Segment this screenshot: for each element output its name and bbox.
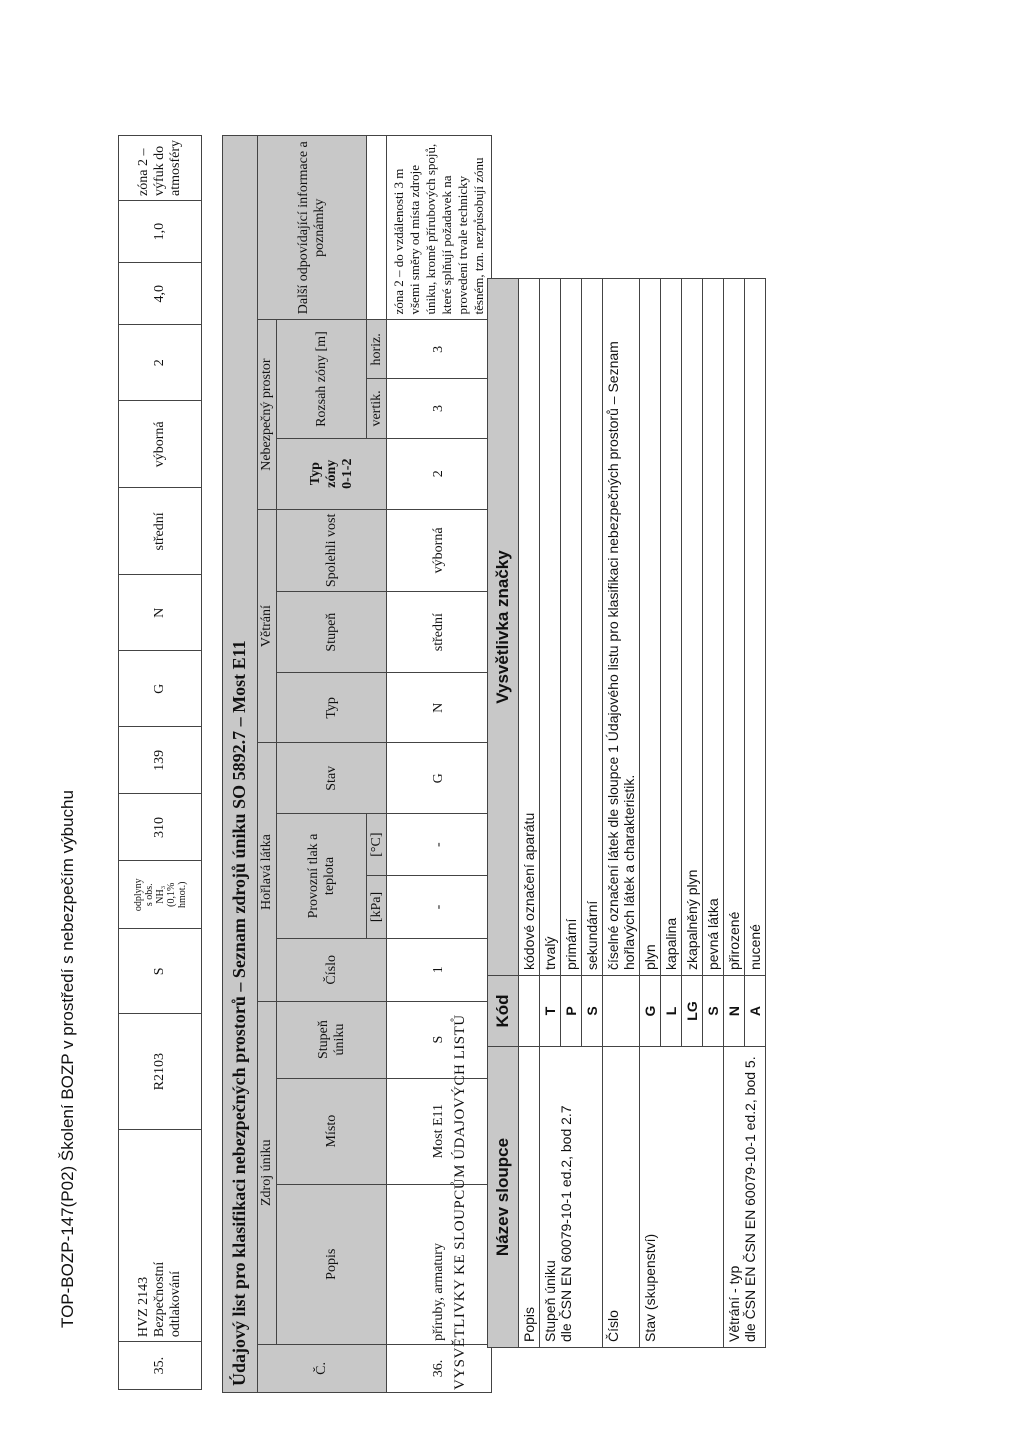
column-name-header: Název sloupce xyxy=(488,1047,519,1348)
legend-name: Popis xyxy=(519,1047,540,1348)
legend-code: T xyxy=(540,976,561,1047)
vertical-header: vertik. xyxy=(367,379,387,438)
ventilation-availability: výborná xyxy=(387,509,492,591)
legend-code xyxy=(519,976,540,1047)
zone-type-header xyxy=(277,438,387,509)
legend-explanation: pevná látka xyxy=(703,279,724,976)
release-grade-header: Stupeň úniku xyxy=(277,1001,387,1078)
legend-row xyxy=(724,279,745,1348)
substance-line: hmot.) xyxy=(176,881,188,908)
source-description xyxy=(119,1129,202,1341)
substance-state: G xyxy=(119,651,202,727)
legend-code: S xyxy=(582,976,603,1047)
release-grade: S xyxy=(387,1001,492,1078)
legend-explanation: číselné označení látek dle sloupce 1 Údajového listu pro klasifikaci nebezpečných prostorů – Seznam hořlavých látek a charakteristik. xyxy=(603,279,640,976)
description-line: HVZ 2143 xyxy=(136,1276,151,1338)
legend-code: LG xyxy=(682,976,703,1047)
ventilation-availability: výborná xyxy=(119,401,202,488)
zone-vertical: 4,0 xyxy=(119,263,202,325)
notes-header: Další odpovídající informace a poznámky xyxy=(258,136,367,321)
location-header: Místo xyxy=(277,1078,387,1184)
legend-row xyxy=(640,279,661,1348)
description-line: Bezpečnostní xyxy=(152,1261,167,1338)
legend-table xyxy=(487,278,766,1348)
description-line: odtlakování xyxy=(168,1271,183,1338)
row-note: zóna 2 – výfuk do atmosféry xyxy=(119,136,202,201)
hazard-zone-group-header: Nebezpečný prostor xyxy=(258,320,277,509)
description-header: Popis xyxy=(277,1184,387,1344)
zone-horizontal: 3 xyxy=(387,320,492,379)
page-header: TOP-BOZP-147(P02) Školení BOZP v prostředí s nebezpečím výbuchu xyxy=(58,790,77,1328)
ventilation-grade: střední xyxy=(119,488,202,575)
legend-name xyxy=(724,1047,766,1348)
legend-code: L xyxy=(661,976,682,1047)
explanation-header: Vysvětlivka značky xyxy=(488,279,519,976)
col-number-header: Č. xyxy=(258,1344,387,1392)
ventilation-type: N xyxy=(119,575,202,651)
legend-row xyxy=(603,279,640,1348)
header-row xyxy=(277,136,367,1393)
legend-code: A xyxy=(745,976,766,1047)
zone-type: 2 xyxy=(387,438,492,509)
ventilation-grade-header: Stupeň xyxy=(277,592,387,673)
substance-line: NH₃ xyxy=(154,885,166,904)
temperature-value: - xyxy=(387,814,492,876)
row-35-table xyxy=(118,135,202,1390)
state-header: Stav xyxy=(277,743,387,814)
legend-explanation: trvalý xyxy=(540,279,561,976)
temperature-value: 139 xyxy=(119,727,202,794)
horizontal-header: horiz. xyxy=(367,320,387,379)
row-number: 36. xyxy=(387,1344,492,1392)
table-row xyxy=(387,136,492,1393)
substance-number: 1 xyxy=(387,938,492,1001)
legend-explanation: přirozené xyxy=(724,279,745,976)
availability-header: Spolehli vost xyxy=(277,509,387,591)
zone-horizontal: 1,0 xyxy=(119,200,202,262)
legend-name-line: Větrání - typ xyxy=(726,1265,742,1342)
row-note: zóna 2 – do vzdálenosti 3 m všemi směry od místa zdroje úniku, kromě přírubových spojů, které splňují požadavek na provedení trvale technicky těsném, tzn. nezpůsobují zónu xyxy=(387,136,492,321)
zone-extent-header: Rozsah zóny [m] xyxy=(277,320,367,438)
legend-explanation: sekundární xyxy=(582,279,603,976)
substance-line: odplyny xyxy=(132,878,144,912)
unit-celsius: [°C] xyxy=(367,814,387,876)
substance-number-header: Číslo xyxy=(277,938,387,1001)
legend-code: G xyxy=(640,976,661,1047)
source-description: příruby, armatury xyxy=(387,1184,492,1344)
legend-explanation: zkapalněný plyn xyxy=(682,279,703,976)
legend-name: Stav (skupenství) xyxy=(640,1047,724,1348)
substance-line: s obs. xyxy=(143,883,155,907)
notes-header-blank xyxy=(367,136,387,321)
legend-name-line: dle ČSN EN 60079-10-1 ed.2, bod 2.7 xyxy=(558,1105,574,1342)
source-group-header: Zdroj úniku xyxy=(258,1001,277,1344)
unit-kpa: [kPa] xyxy=(367,876,387,939)
ventilation-group-header: Větrání xyxy=(258,509,277,743)
legend-name xyxy=(540,1047,603,1348)
legend-explanation: kódové označení aparátu xyxy=(519,279,540,976)
legend-name-line: dle ČSN EN ČSN EN 60079-10-1 ed.2, bod 5. xyxy=(742,1056,758,1342)
substance-line: (0,1% xyxy=(165,882,177,907)
source-location: Most E11 xyxy=(387,1078,492,1184)
ventilation-type: N xyxy=(387,673,492,743)
legend-explanation: kapalina xyxy=(661,279,682,976)
ventilation-grade: střední xyxy=(387,592,492,673)
pressure-temp-header: Provozní tlak a teplota xyxy=(277,814,367,939)
zone-vertical: 3 xyxy=(387,379,492,438)
ventilation-type-header: Typ xyxy=(277,673,387,743)
legend-header-row xyxy=(488,279,519,1348)
substance-group-header: Hořlavá látka xyxy=(258,743,277,1001)
header-line: zóny xyxy=(323,459,339,488)
legend-code xyxy=(603,976,640,1047)
legend-heading: VYSVĚTLIVKY KE SLOUPCŮM ÚDAJOVÝCH LISTŮ xyxy=(452,1014,468,1390)
row-number: 35. xyxy=(119,1342,202,1390)
substance-state: G xyxy=(387,743,492,814)
legend-explanation: plyn xyxy=(640,279,661,976)
release-grade: S xyxy=(119,929,202,1014)
header-row xyxy=(258,136,277,1393)
legend-code: N xyxy=(724,976,745,1047)
legend-explanation: nucené xyxy=(745,279,766,976)
legend-row xyxy=(519,279,540,1348)
pressure-value: - xyxy=(387,876,492,939)
legend-code: S xyxy=(703,976,724,1047)
table-title: Údajový list pro klasifikaci nebezpečných prostorů – Seznam zdrojů úniku SO 5892.7 – Most E11 xyxy=(222,135,257,1393)
legend-name: Číslo xyxy=(603,1047,640,1348)
legend-explanation: primární xyxy=(561,279,582,976)
source-location: R2103 xyxy=(119,1014,202,1129)
code-header: Kód xyxy=(488,976,519,1047)
pressure-value: 310 xyxy=(119,794,202,861)
substance-number xyxy=(119,861,202,929)
header-line: Typ xyxy=(307,462,323,486)
header-line: 0-1-2 xyxy=(339,458,355,489)
table-row xyxy=(119,136,202,1390)
legend-code: P xyxy=(561,976,582,1047)
legend-row xyxy=(540,279,561,1348)
legend-name-line: Stupeň úniku xyxy=(542,1260,558,1342)
zone-type: 2 xyxy=(119,325,202,401)
